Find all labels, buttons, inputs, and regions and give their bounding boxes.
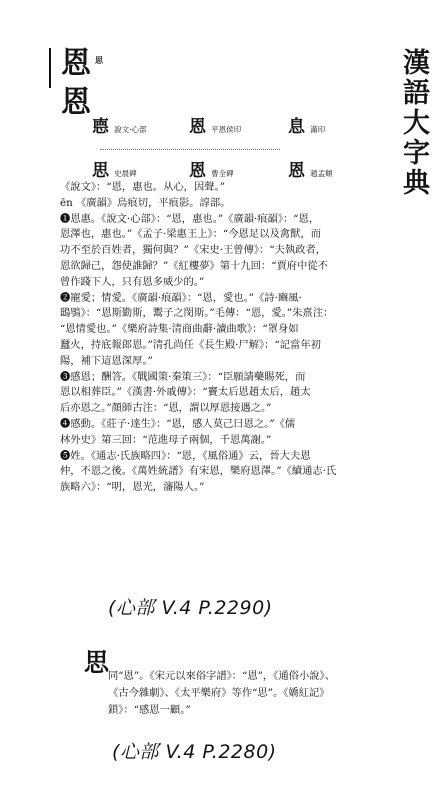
- definition-line: 功不至於百姓者，獨何與？”《宋史·王曾傳》：“夫執政者，: [60, 244, 327, 257]
- glyph-form-source: 趙孟頫: [310, 169, 333, 178]
- glyph-form-char: 恩: [189, 117, 206, 137]
- definition-line: 曾作踐下人，只有恩多威少的。”: [60, 275, 205, 288]
- definition-line: ēn 《廣韻》烏痕切，平痕影。諄部。: [60, 196, 231, 209]
- variant-line: 《古今雜劇》、《太平樂府》等作“思”。《嬌紅記》: [108, 687, 330, 699]
- definition-line: 恩澤也，惠也。”《孟子·梁惠王上》：“今恩足以及禽獸，而: [60, 228, 321, 241]
- definition-line: ❹感動。《莊子·達生》：“恩，感人莫己曰恩之。”《儒: [60, 417, 296, 430]
- glyph-form-char: 恩: [189, 161, 206, 181]
- separator-dots: [100, 149, 280, 150]
- entry-headword: 恩: [61, 46, 92, 81]
- glyph-form-4: [92, 161, 137, 180]
- definition-line: ❷寵愛；情愛。《廣韻·痕韻》：“恩，愛也。”《詩·豳風·: [60, 291, 302, 304]
- entry-marker-bar: [49, 48, 51, 88]
- definition-line: ❸感恩；酬答。《戰國策·秦策三》：“臣願請藥賜死，而: [60, 370, 306, 383]
- glyph-form-source: 曹全碑: [211, 169, 234, 178]
- glyph-form-2: [189, 117, 241, 136]
- glyph-form-source: 滿印: [310, 125, 326, 134]
- glyph-form-char: 思: [92, 161, 109, 181]
- dictionary-title: 漢語大字典: [398, 48, 429, 198]
- variant-headword: 思: [84, 648, 110, 677]
- glyph-form-source: 史晨碑: [114, 169, 137, 178]
- definition-line: 仲，不恩之後。《萬姓統譜》有宋恩，樂府恩澤。”《續通志·氏: [60, 465, 337, 478]
- glyph-form-char: 恩: [288, 161, 305, 181]
- definition-line: 族略六》：“明，恩光，瀋陽人。”: [60, 481, 205, 494]
- glyph-form-1: [92, 117, 146, 136]
- definition-line: 后亦恩之。”顏師古注：“恩，謂以厚恩接遇之。”: [60, 402, 272, 415]
- definition-line: ❺姓。《通志·氏族略四》：“恩，《風俗通》云，晉大夫恩: [60, 449, 311, 462]
- entry-headword-second: 恩: [61, 85, 92, 120]
- glyph-form-source: 平恩侯印: [211, 125, 242, 134]
- variant-definition: [108, 668, 408, 719]
- glyph-form-source: 說文·心部: [114, 125, 147, 134]
- glyph-form-3: [288, 117, 325, 136]
- glyph-form-6: [288, 161, 333, 180]
- glyph-form-5: [189, 161, 234, 180]
- glyph-form-char: 㥁: [92, 117, 109, 137]
- definition-line: 鴟鴞》：“恩斯勤斯，鬻子之閔斯。”毛傳：“恩，愛。”朱熹注：: [60, 307, 334, 320]
- definition-line: 蠶火，持底報郎恩。”清孔尚任《長生殿·尸解》：“記當年初: [60, 338, 321, 351]
- definition-line: ❶恩惠。《說文·心部》：“恩，惠也。”《廣韻·痕韻》：“恩，: [60, 212, 320, 225]
- definition-line: 恩以相葬臣。”《漢書·外戚傳》：“竇太后恩趙太后，趙太: [60, 386, 311, 399]
- definition-line: “恩情愛也。”《樂府詩集·清商曲辭·讀曲歌》：“罩身如: [60, 323, 299, 336]
- handwritten-reference-note-2: (心部 V.4 P.2280): [112, 741, 277, 763]
- definition-line: 陽，補下這恩深厚。”: [60, 354, 153, 367]
- entry-small-mark: 思: [95, 55, 103, 65]
- definition-line: 林外史》第三回：“范進母子兩個，千恩萬謝。”: [60, 433, 272, 446]
- definition-line: 《說文》：“恩，惠也。从心，因聲。”: [60, 181, 225, 193]
- definition-text: [60, 180, 390, 496]
- variant-line: 鎖》：“感恩一顧。”: [108, 704, 191, 716]
- variant-line: 同“恩”。《宋元以來俗字譜》：“恩”，《通俗小說》、: [108, 670, 335, 682]
- definition-line: 恩欲歸己，怨使誰歸？”《紅樓夢》第十九回：“賈府中從不: [60, 259, 328, 272]
- glyph-form-char: 息: [288, 117, 305, 137]
- handwritten-reference-note: (心部 V.4 P.2290): [108, 597, 273, 619]
